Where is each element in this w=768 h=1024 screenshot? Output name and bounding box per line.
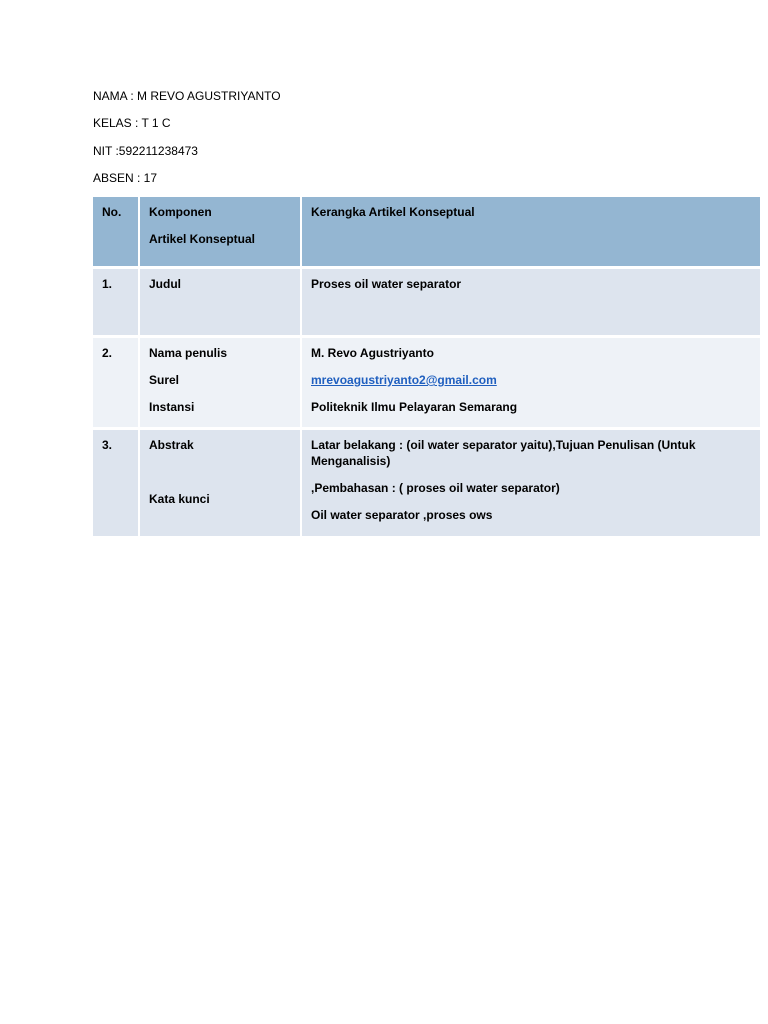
row3-keywords: Oil water separator ,proses ows [311, 508, 493, 522]
row1-no: 1. [102, 277, 113, 291]
table-row [93, 337, 760, 429]
row3-kata-kunci: Kata kunci [149, 492, 210, 506]
row2-no: 2. [102, 346, 113, 360]
row2-kerangka-cell [301, 337, 760, 429]
row2-komponen-cell [139, 337, 301, 429]
row2-institution: Politeknik Ilmu Pelayaran Semarang [311, 400, 518, 414]
row3-no: 3. [102, 438, 113, 452]
row1-komponen-cell [139, 268, 301, 337]
header-cell-komponen [139, 197, 301, 268]
row3-pembahasan: ,Pembahasan : ( proses oil water separator) [311, 481, 560, 495]
row2-nama-penulis: Nama penulis [149, 346, 228, 360]
row2-no-cell [93, 337, 139, 429]
row1-komponen: Judul [149, 277, 181, 291]
header-cell-no [93, 197, 139, 268]
table-row [93, 268, 760, 337]
row1-no-cell [93, 268, 139, 337]
student-name: NAMA : M REVO AGUSTRIYANTO [93, 89, 281, 103]
row2-surel: Surel [149, 373, 180, 387]
row3-abstrak: Abstrak [149, 438, 194, 452]
row3-komponen-cell [139, 429, 301, 537]
table-row [93, 429, 760, 537]
row3-no-cell [93, 429, 139, 537]
row2-instansi: Instansi [149, 400, 195, 414]
student-absen: ABSEN : 17 [93, 171, 158, 185]
header-no-label: No. [102, 205, 122, 219]
concept-article-table [93, 197, 760, 536]
header-cell-kerangka [301, 197, 760, 268]
row1-kerangka: Proses oil water separator [311, 277, 462, 291]
row3-kerangka-cell [301, 429, 760, 537]
student-nit: NIT :592211238473 [93, 144, 198, 158]
header-kerangka-label: Kerangka Artikel Konseptual [311, 205, 475, 219]
student-class: KELAS : T 1 C [93, 116, 171, 130]
row3-latar-belakang: Latar belakang : (oil water separator yaitu),Tujuan Penulisan (Untuk Menganalisis) [311, 438, 696, 468]
email-link[interactable]: mrevoagustriyanto2@gmail.com [311, 373, 497, 387]
row1-kerangka-cell [301, 268, 760, 337]
table-header-row [93, 197, 760, 268]
header-artikel-label: Artikel Konseptual [149, 232, 256, 246]
row3-spacer [149, 464, 292, 491]
header-komponen-label: Komponen [149, 205, 212, 219]
row2-author-name: M. Revo Agustriyanto [311, 346, 434, 360]
